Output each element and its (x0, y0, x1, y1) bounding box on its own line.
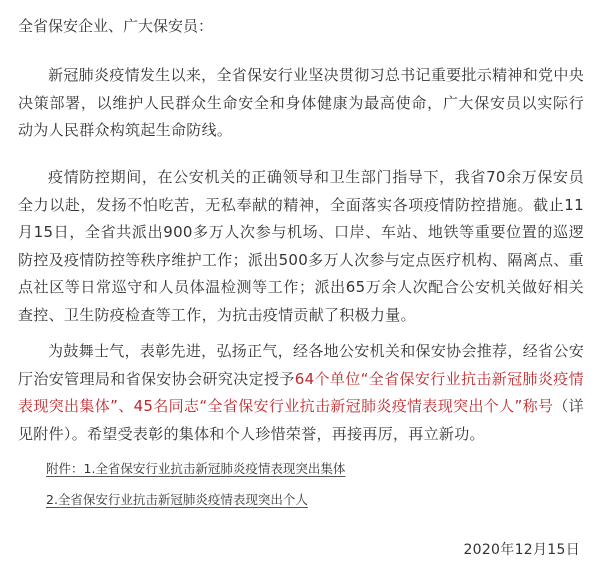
paragraph-prevention: 疫情防控期间，在公安机关的正确领导和卫生部门指导下，我省70余万保安员全力以赴，发扬不怕吃苦，无私奉献的精神，全面落实各项疫情防控措施。截止11月15日，全省共派出900多万人次参与机场、口岸、车站、地铁等重要位置的巡逻防控及疫情防控等秩序维护工作；派出500多万人次参与定点医疗机构、隔离点、重点社区等日常巡守和人员体温检测等工作；派出65万余人次配合公安机关做好相关查控、卫生防疫检查等工作，为抗击疫情贡献了积极力量。 (18, 168, 584, 324)
paragraph-award (18, 338, 584, 448)
paragraph-intro: 新冠肺炎疫情发生以来，全省保安行业坚决贯彻习总书记重要批示精神和党中央决策部署，以维护人民群众生命安全和身体健康为最高使命，广大保安员以实际行动为人民群众构筑起生命防线。 (18, 66, 584, 139)
award-text-part1: 为鼓舞士气，表彰先进，弘扬正气，经各地公安机关和保安协会推荐，经省公安厅治安管理局和省保安协会研究决定授予 (18, 342, 584, 388)
award-highlight: 64个单位“全省保安行业抗击新冠肺炎疫情表现突出集体”、45名同志“全省保安行业抗击新冠肺炎疫情表现突出个人”称号 (18, 369, 584, 415)
salutation: 全省保安企业、广大保安员： (18, 17, 214, 35)
document-date: 2020年12月15日 (463, 542, 580, 558)
award-text-part2: （详见附件）。希望受表彰的集体和个人珍惜荣誉，再接再厉，再立新功。 (18, 397, 584, 443)
attachment-link-collectives[interactable]: 附件：1.全省保安行业抗击新冠肺炎疫情表现突出集体 (46, 461, 346, 476)
attachment-link-individuals[interactable]: 2.全省保安行业抗击新冠肺炎疫情表现突出个人 (46, 492, 308, 507)
